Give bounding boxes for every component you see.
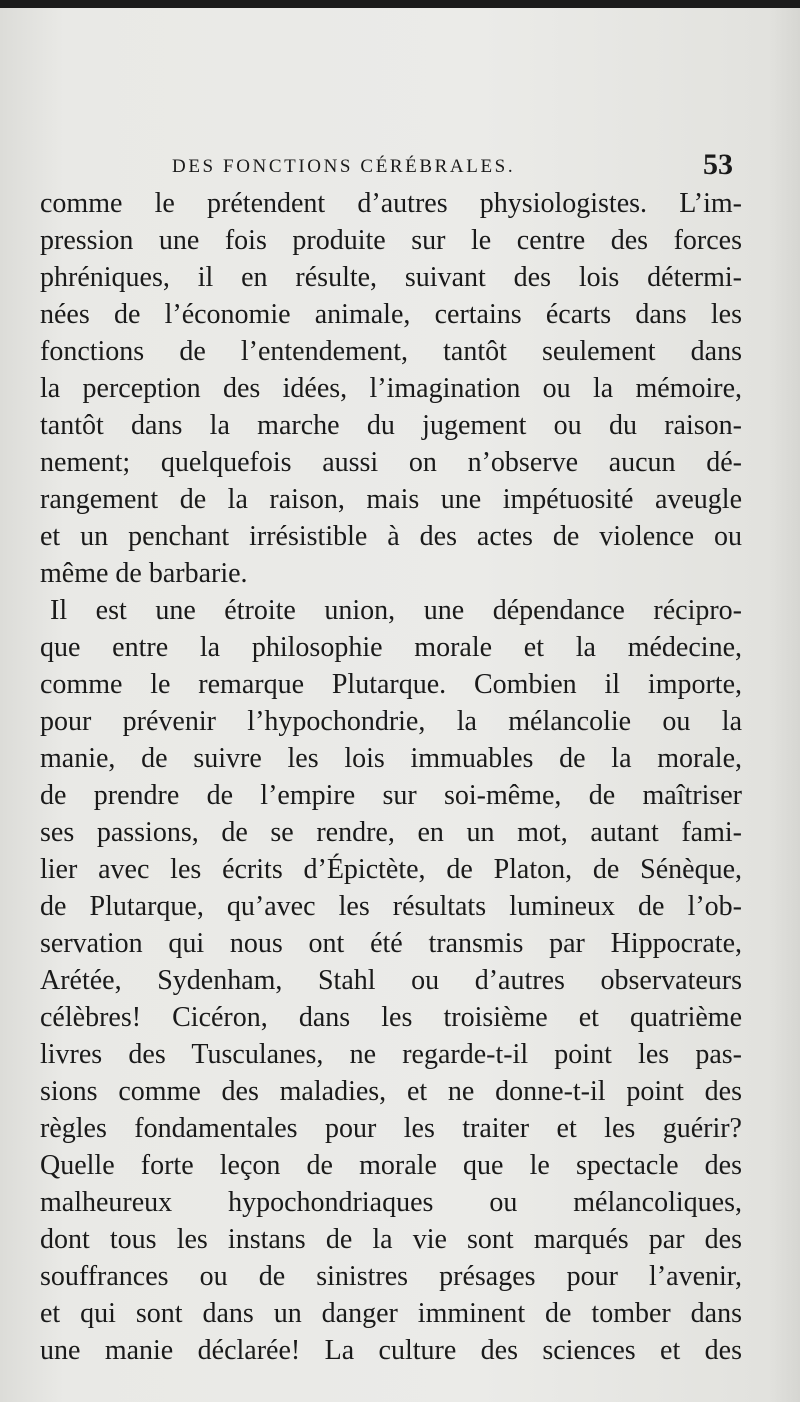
- text-line: dont tous les instans de la vie sont marqués par des: [40, 1224, 742, 1255]
- text-line: Il est une étroite union, une dépendance récipro-: [50, 595, 742, 626]
- text-line: fonctions de l’entendement, tantôt seulement dans: [40, 336, 742, 367]
- text-line: de Plutarque, qu’avec les résultats lumineux de l’ob-: [40, 891, 742, 922]
- text-line: manie, de suivre les lois immuables de la morale,: [40, 743, 742, 774]
- text-line: Quelle forte leçon de morale que le spectacle des: [40, 1150, 742, 1181]
- text-line: comme le prétendent d’autres physiologistes. L’im-: [40, 188, 742, 219]
- text-line: que entre la philosophie morale et la médecine,: [40, 632, 742, 663]
- scan-top-border: [0, 0, 800, 8]
- text-line: de prendre de l’empire sur soi-même, de maîtriser: [40, 780, 742, 811]
- body-text: [40, 185, 742, 1369]
- text-line: ses passions, de se rendre, en un mot, autant fami-: [40, 817, 742, 848]
- text-line: Arétée, Sydenham, Stahl ou d’autres observateurs: [40, 965, 742, 996]
- text-line: règles fondamentales pour les traiter et les guérir?: [40, 1113, 742, 1144]
- paragraph-2: [40, 592, 742, 1369]
- text-line: célèbres! Cicéron, dans les troisième et quatrième: [40, 1002, 742, 1033]
- text-line: la perception des idées, l’imagination ou la mémoire,: [40, 373, 742, 404]
- text-line: sions comme des maladies, et ne donne-t-il point des: [40, 1076, 742, 1107]
- text-line: tantôt dans la marche du jugement ou du raison-: [40, 410, 742, 441]
- text-line: rangement de la raison, mais une impétuosité aveugle: [40, 484, 742, 515]
- text-line: nement; quelquefois aussi on n’observe aucun dé-: [40, 447, 742, 478]
- paragraph-1: [40, 185, 742, 592]
- text-line: comme le remarque Plutarque. Combien il importe,: [40, 669, 742, 700]
- running-head: DES FONCTIONS CÉRÉBRALES.: [172, 156, 516, 177]
- text-line: même de barbarie.: [40, 558, 248, 589]
- text-line: malheureux hypochondriaques ou mélancoliques,: [40, 1187, 742, 1218]
- page-header: [0, 148, 800, 188]
- text-line: phréniques, il en résulte, suivant des lois détermi-: [40, 262, 742, 293]
- text-line: servation qui nous ont été transmis par Hippocrate,: [40, 928, 742, 959]
- text-line: une manie déclarée! La culture des sciences et des: [40, 1335, 742, 1366]
- text-line: pression une fois produite sur le centre des forces: [40, 225, 742, 256]
- text-line: et qui sont dans un danger imminent de tomber dans: [40, 1298, 742, 1329]
- text-line: nées de l’économie animale, certains écarts dans les: [40, 299, 742, 330]
- page-number: 53: [703, 148, 733, 181]
- text-line: livres des Tusculanes, ne regarde-t-il point les pas-: [40, 1039, 742, 1070]
- text-line: et un penchant irrésistible à des actes de violence ou: [40, 521, 742, 552]
- text-line: pour prévenir l’hypochondrie, la mélancolie ou la: [40, 706, 742, 737]
- text-line: lier avec les écrits d’Épictète, de Platon, de Sénèque,: [40, 854, 742, 885]
- text-line: souffrances ou de sinistres présages pour l’avenir,: [40, 1261, 742, 1292]
